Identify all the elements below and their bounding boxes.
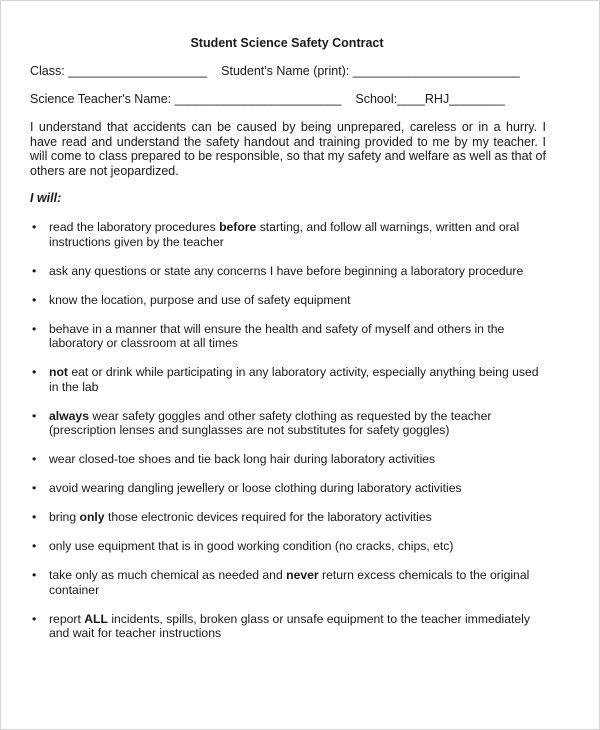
bullet-icon: •: [32, 220, 37, 234]
intro-paragraph: I understand that accidents can be caused by being unprepared, careless or in a hurry. I have read and understand the safety handout and training provided to me by my teacher. I will come to class prepared to be responsible, so that my safety and welfare as well as that of others are not jeopardized.: [30, 120, 546, 178]
item-text-pre: know the location, purpose and use of safety equipment: [49, 292, 351, 307]
bullet-icon: •: [32, 539, 37, 553]
bullet-icon: •: [32, 611, 37, 626]
list-item: [30, 409, 550, 438]
item-text-pre: bring: [49, 510, 80, 524]
item-text-pre: behave in a manner that will ensure the health and safety of myself and others in the laboratory or classroom at all times: [49, 321, 505, 350]
list-item: [30, 293, 550, 308]
class-label: Class:: [30, 64, 65, 78]
item-text-post: eat or drink while participating in any laboratory activity, especially anything being used in the lab: [49, 365, 539, 394]
class-row: [30, 64, 520, 78]
item-text-pre: only use equipment that is in good working condition (no cracks, chips, etc): [49, 539, 454, 553]
list-item: [30, 322, 550, 351]
item-text-post: those electronic devices required for the laboratory activities: [104, 510, 432, 524]
item-text-bold: before: [219, 220, 257, 234]
item-text-bold: never: [286, 568, 319, 582]
bullet-icon: •: [32, 510, 37, 524]
list-item: [30, 452, 550, 467]
item-text-bold: only: [79, 510, 105, 524]
school-label: School:: [355, 92, 398, 106]
item-text-pre: take only as much chemical as needed and: [49, 568, 287, 582]
student-name-label: Student's Name (print):: [221, 64, 350, 78]
item-text-pre: report: [49, 611, 85, 626]
list-item: [30, 220, 550, 249]
item-text-post: wear safety goggles and other safety clothing as requested by the teacher (prescription lenses and sunglasses are not substitutes for safety goggles): [49, 408, 492, 437]
item-text-post: incidents, spills, broken glass or unsafe equipment to the teacher immediately and wait for teacher instructions: [49, 611, 530, 640]
bullet-icon: •: [32, 292, 37, 307]
teacher-row: [30, 92, 505, 106]
list-item: [30, 264, 550, 279]
list-item: [30, 365, 550, 394]
item-text-pre: ask any questions or state any concerns I have before beginning a laboratory procedure: [49, 263, 524, 278]
item-text-bold: ALL: [84, 611, 108, 626]
bullet-icon: •: [32, 568, 37, 582]
bullet-icon: •: [32, 452, 37, 466]
list-item: [30, 612, 550, 641]
i-will-heading: I will:: [30, 191, 62, 205]
item-text-post: return excess chemicals to the original container: [49, 568, 530, 597]
bullet-icon: •: [32, 263, 37, 278]
commitment-list: [30, 220, 550, 655]
list-item: [30, 539, 550, 554]
item-text-pre: avoid wearing dangling jewellery or loose clothing during laboratory activities: [49, 481, 462, 495]
bullet-icon: •: [32, 365, 37, 379]
document-title: Student Science Safety Contract: [190, 36, 384, 50]
school-field[interactable]: ____RHJ________: [397, 92, 505, 106]
list-item: [30, 510, 550, 525]
item-text-pre: wear closed-toe shoes and tie back long hair during laboratory activities: [49, 452, 436, 466]
bullet-icon: •: [32, 408, 37, 423]
item-text-post: starting, and follow all warnings, written and oral instructions given by the teacher: [49, 220, 520, 249]
list-item: [30, 481, 550, 496]
teacher-name-field[interactable]: ________________________: [174, 92, 342, 106]
item-text-bold: not: [49, 365, 68, 379]
item-text-pre: read the laboratory procedures: [49, 220, 220, 234]
list-item: [30, 568, 550, 597]
bullet-icon: •: [32, 481, 37, 495]
teacher-name-label: Science Teacher's Name:: [30, 92, 172, 106]
bullet-icon: •: [32, 321, 37, 336]
item-text-bold: always: [49, 408, 89, 423]
student-name-field[interactable]: ________________________: [352, 64, 520, 78]
class-field[interactable]: ____________________: [68, 64, 208, 78]
